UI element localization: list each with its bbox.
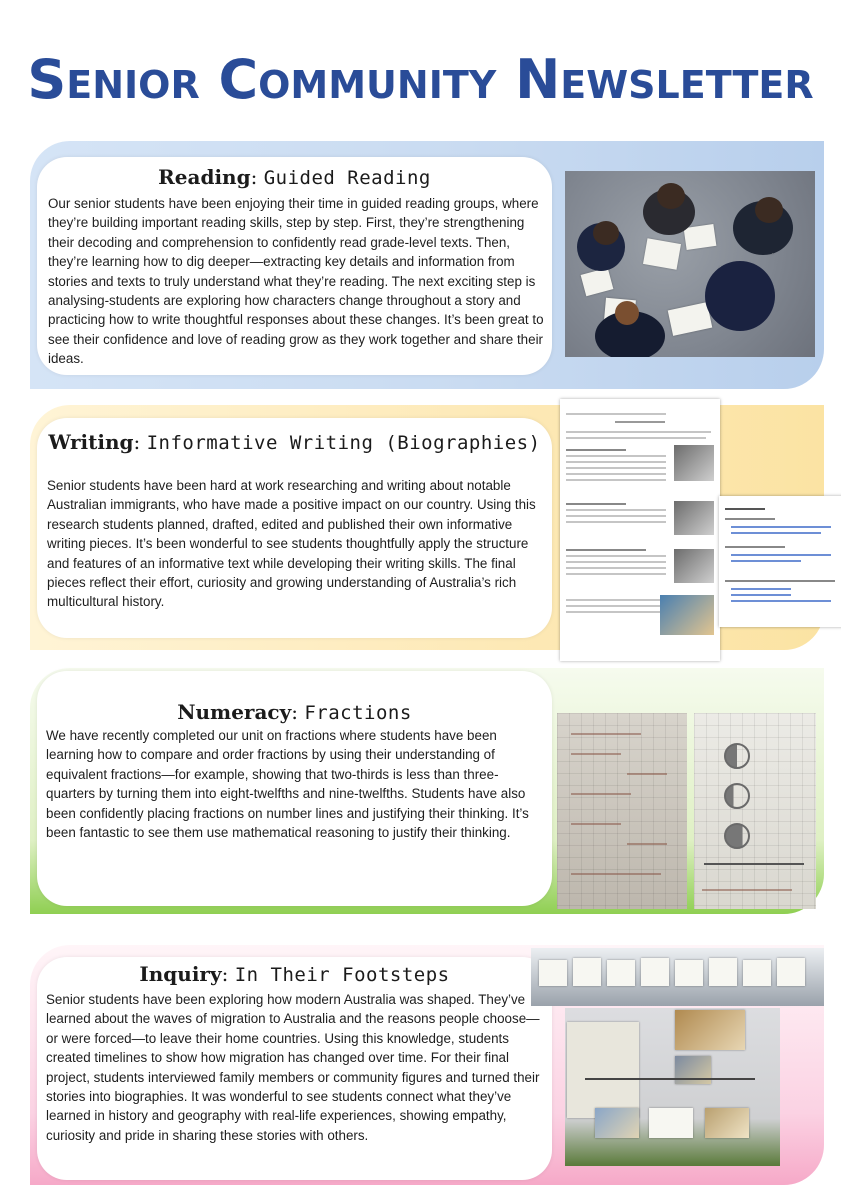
writing-heading: Writing: Informative Writing (Biographies) (48, 430, 541, 454)
reading-subtitle: Guided Reading (263, 167, 431, 189)
inquiry-heading: Inquiry: In Their Footsteps (139, 962, 450, 986)
inquiry-subtitle: In Their Footsteps (234, 964, 450, 986)
numeracy-heading: Numeracy: Fractions (177, 700, 412, 724)
writing-subtitle: Informative Writing (Biographies) (146, 432, 541, 454)
biography-document (560, 399, 720, 661)
timeline-wall-photo (531, 948, 824, 1006)
reading-heading: Reading: Guided Reading (158, 165, 431, 189)
fractions-poster-photo (557, 713, 687, 909)
numeracy-subtitle: Fractions (304, 702, 412, 724)
reading-body: Our senior students have been enjoying their time in guided reading groups, where they’re building important reading skills, step by step. First, they’re strengthening their decoding and comprehension to confidently read grade-level texts. Then, they’re learning how to dig deeper—extracting key details and information from stories and texts to truly understand what they’re reading. The next exciting step is analysing-students are exploring how characters change throughout a story and practicing how to write thoughtful responses about these changes. It’s been great to see their confidence and love of reading grow as they work together and share their ideas. (48, 196, 544, 367)
timeline-poster-photo (565, 1008, 780, 1166)
numeracy-keyword: Numeracy (177, 700, 292, 724)
citations-document (719, 496, 841, 627)
writing-keyword: Writing (48, 430, 134, 454)
reading-photo (565, 171, 815, 357)
writing-body: Senior students have been hard at work researching and writing about notable Australian immigrants, who have made a positive impact on our country. Using this research students planned, drafted, edited and published their own informative writing pieces. It’s been wonderful to see students thoughtfully apply the structure and features of an informative text while developing their writing skills. The final pieces reflect their effort, curiosity and growing understanding of Australia’s rich multicultural history. (47, 478, 536, 610)
inquiry-keyword: Inquiry (139, 962, 222, 986)
page-title: Senior Community Newsletter (27, 48, 814, 111)
numeracy-body: We have recently completed our unit on fractions where students have been learning how to compare and order fractions by using their understanding of equivalent fractions—for example, showing that two-thirds is less than three-quarters by turning them into eight-twelfths and nine-twelfths. Students have also been confidently placing fractions on number lines and justifying their thinking. It’s been fantastic to see them use mathematical reasoning to justify their thinking. (46, 728, 529, 841)
reading-keyword: Reading (158, 165, 251, 189)
number-line-poster-photo (694, 713, 816, 909)
inquiry-body: Senior students have been exploring how modern Australia was shaped. They’ve learned about the waves of migration to Australia and the reasons people choose—or were forced—to leave their home countries. Using this knowledge, students created timelines to show how migration has changed over time. For their final project, students interviewed family members or community figures and turned their stories into biographies. It was wonderful to see students connect what they’ve learned in history and geography with real-life experiences, showing empathy, curiosity and pride in sharing these stories with others. (46, 992, 540, 1143)
